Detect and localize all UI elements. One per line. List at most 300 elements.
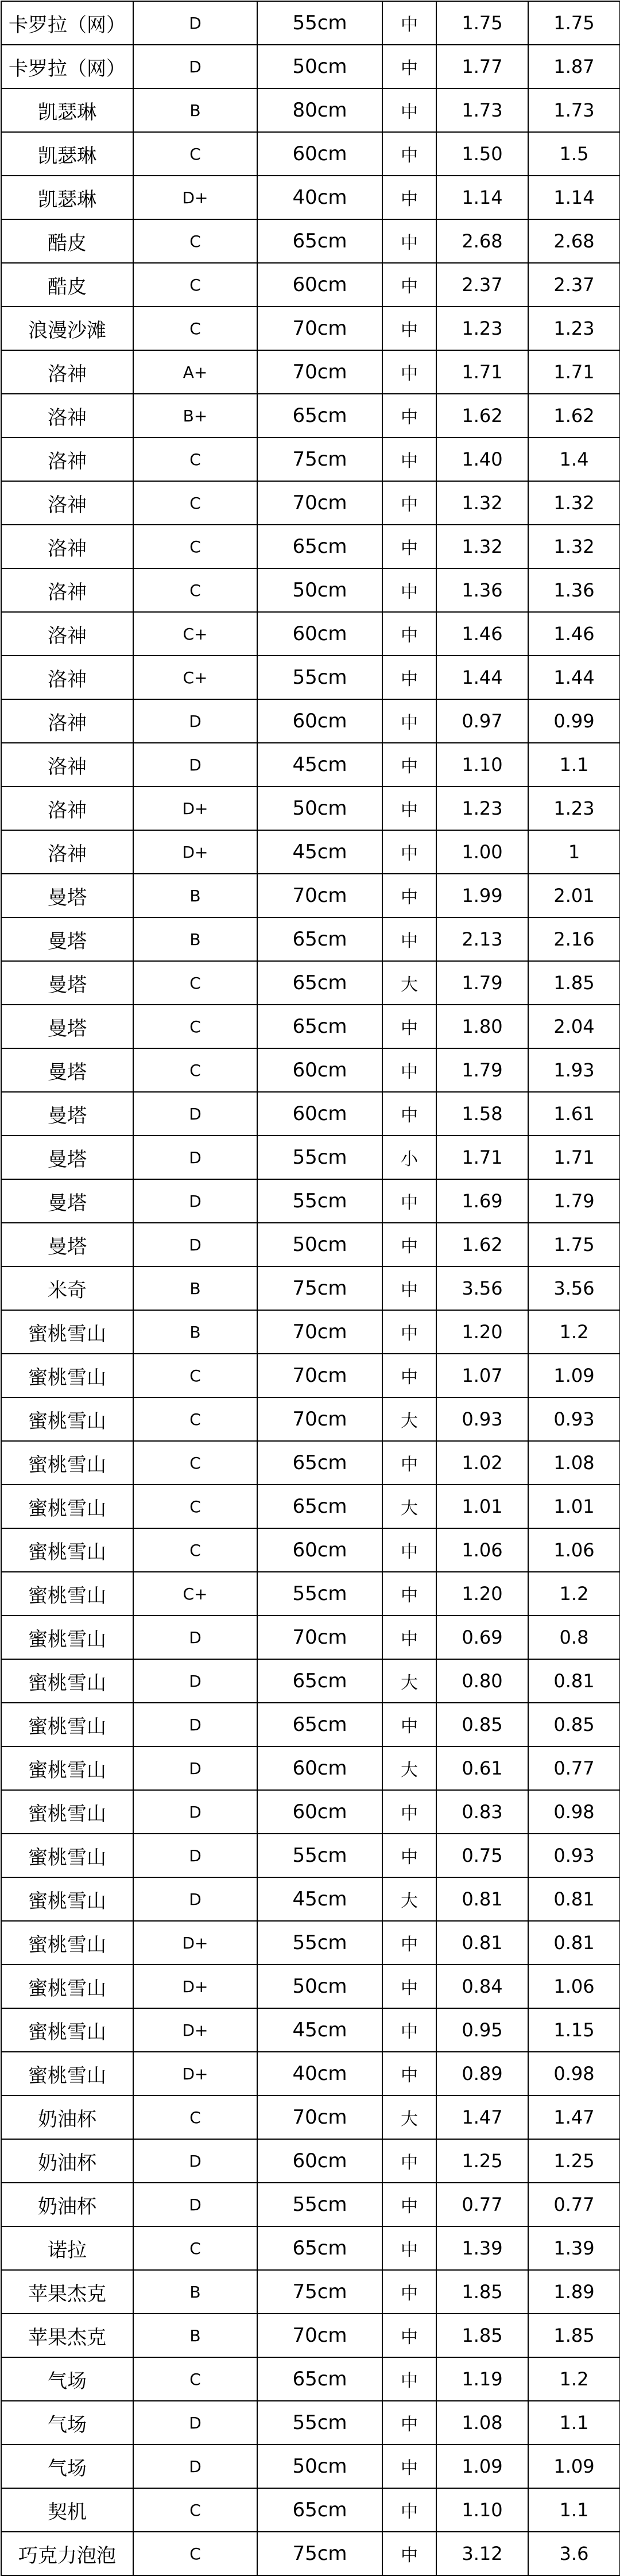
length-cell: 70cm — [257, 874, 382, 917]
price-cell: 1.10 — [436, 743, 528, 787]
table-row — [1, 88, 620, 132]
length-cell: 70cm — [257, 1354, 382, 1397]
grade-cell: D — [133, 1136, 257, 1179]
size-cell: 中 — [382, 263, 436, 307]
size-cell: 中 — [382, 1441, 436, 1485]
size-cell: 中 — [382, 2008, 436, 2052]
grade-cell: C — [133, 1005, 257, 1048]
variety-cell: 诺拉 — [1, 2226, 133, 2270]
size-cell: 中 — [382, 656, 436, 699]
length-cell: 65cm — [257, 1441, 382, 1485]
variety-cell: 洛神 — [1, 699, 133, 743]
price-alt-cell: 1.71 — [528, 350, 620, 394]
length-cell: 55cm — [257, 1179, 382, 1223]
price-alt-cell: 1.32 — [528, 525, 620, 568]
grade-cell: C — [133, 481, 257, 525]
price-alt-cell: 1.06 — [528, 1965, 620, 2008]
size-cell: 中 — [382, 1005, 436, 1048]
length-cell: 65cm — [257, 1005, 382, 1048]
length-cell: 70cm — [257, 481, 382, 525]
grade-cell: D+ — [133, 830, 257, 874]
grade-cell: D — [133, 2139, 257, 2183]
table-row — [1, 1441, 620, 1485]
variety-cell: 浪漫沙滩 — [1, 307, 133, 350]
variety-cell: 蜜桃雪山 — [1, 1965, 133, 2008]
table-row — [1, 1528, 620, 1572]
length-cell: 65cm — [257, 917, 382, 961]
length-cell: 45cm — [257, 743, 382, 787]
grade-cell: C — [133, 2488, 257, 2532]
price-cell: 0.69 — [436, 1616, 528, 1659]
grade-cell: D — [133, 2445, 257, 2488]
price-alt-cell: 2.01 — [528, 874, 620, 917]
price-alt-cell: 0.93 — [528, 1834, 620, 1877]
variety-cell: 蜜桃雪山 — [1, 1485, 133, 1528]
length-cell: 50cm — [257, 45, 382, 88]
length-cell: 60cm — [257, 2139, 382, 2183]
table-row — [1, 1310, 620, 1354]
variety-cell: 洛神 — [1, 525, 133, 568]
price-cell: 0.89 — [436, 2052, 528, 2095]
price-alt-cell: 1.2 — [528, 1572, 620, 1616]
size-cell: 大 — [382, 2095, 436, 2139]
table-row — [1, 1048, 620, 1092]
table-row — [1, 2052, 620, 2095]
grade-cell: D+ — [133, 2052, 257, 2095]
size-cell: 中 — [382, 350, 436, 394]
size-cell: 中 — [382, 787, 436, 830]
length-cell: 70cm — [257, 1616, 382, 1659]
length-cell: 70cm — [257, 307, 382, 350]
price-cell: 1.75 — [436, 1, 528, 45]
table-row — [1, 1223, 620, 1266]
length-cell: 65cm — [257, 219, 382, 263]
price-cell: 3.12 — [436, 2532, 528, 2575]
price-alt-cell: 2.04 — [528, 1005, 620, 1048]
variety-cell: 曼塔 — [1, 1005, 133, 1048]
size-cell: 大 — [382, 1397, 436, 1441]
table-row — [1, 612, 620, 656]
variety-cell: 蜜桃雪山 — [1, 1441, 133, 1485]
variety-cell: 蜜桃雪山 — [1, 1310, 133, 1354]
price-cell: 1.19 — [436, 2357, 528, 2401]
price-cell: 1.36 — [436, 568, 528, 612]
table-row — [1, 961, 620, 1005]
table-row — [1, 568, 620, 612]
size-cell: 大 — [382, 1485, 436, 1528]
length-cell: 50cm — [257, 1223, 382, 1266]
size-cell: 中 — [382, 612, 436, 656]
length-cell: 65cm — [257, 2357, 382, 2401]
grade-cell: D — [133, 1616, 257, 1659]
length-cell: 55cm — [257, 1834, 382, 1877]
size-cell: 中 — [382, 481, 436, 525]
table-row — [1, 2095, 620, 2139]
price-alt-cell: 1.75 — [528, 1, 620, 45]
table-row — [1, 874, 620, 917]
variety-cell: 洛神 — [1, 481, 133, 525]
grade-cell: C — [133, 437, 257, 481]
size-cell: 中 — [382, 1223, 436, 1266]
grade-cell: C — [133, 2095, 257, 2139]
variety-cell: 洛神 — [1, 350, 133, 394]
variety-cell: 酷皮 — [1, 219, 133, 263]
price-alt-cell: 1.61 — [528, 1092, 620, 1136]
grade-cell: C — [133, 263, 257, 307]
table-row — [1, 830, 620, 874]
grade-cell: D+ — [133, 1965, 257, 2008]
price-alt-cell: 1.08 — [528, 1441, 620, 1485]
size-cell: 中 — [382, 525, 436, 568]
table-row — [1, 917, 620, 961]
length-cell: 60cm — [257, 699, 382, 743]
variety-cell: 苹果杰克 — [1, 2270, 133, 2314]
size-cell: 中 — [382, 88, 436, 132]
length-cell: 70cm — [257, 1397, 382, 1441]
grade-cell: D — [133, 699, 257, 743]
variety-cell: 曼塔 — [1, 1223, 133, 1266]
price-cell: 0.97 — [436, 699, 528, 743]
variety-cell: 酷皮 — [1, 263, 133, 307]
size-cell: 中 — [382, 1921, 436, 1965]
price-alt-cell: 0.98 — [528, 2052, 620, 2095]
price-cell: 2.13 — [436, 917, 528, 961]
price-cell: 1.02 — [436, 1441, 528, 1485]
table-row — [1, 132, 620, 176]
length-cell: 55cm — [257, 1921, 382, 1965]
grade-cell: D — [133, 1703, 257, 1746]
grade-cell: D — [133, 743, 257, 787]
price-alt-cell: 1.85 — [528, 961, 620, 1005]
size-cell: 中 — [382, 699, 436, 743]
variety-cell: 蜜桃雪山 — [1, 1834, 133, 1877]
price-cell: 0.61 — [436, 1746, 528, 1790]
price-alt-cell: 0.77 — [528, 1746, 620, 1790]
length-cell: 40cm — [257, 176, 382, 219]
grade-cell: C — [133, 961, 257, 1005]
size-cell: 中 — [382, 2488, 436, 2532]
size-cell: 中 — [382, 874, 436, 917]
size-cell: 中 — [382, 176, 436, 219]
price-cell: 1.85 — [436, 2270, 528, 2314]
price-alt-cell: 1.39 — [528, 2226, 620, 2270]
grade-cell: D — [133, 1790, 257, 1834]
grade-cell: D — [133, 45, 257, 88]
price-cell: 3.56 — [436, 1266, 528, 1310]
grade-cell: C — [133, 2532, 257, 2575]
table-row — [1, 263, 620, 307]
length-cell: 60cm — [257, 1092, 382, 1136]
price-cell: 2.68 — [436, 219, 528, 263]
size-cell: 大 — [382, 1746, 436, 1790]
length-cell: 75cm — [257, 437, 382, 481]
variety-cell: 洛神 — [1, 830, 133, 874]
variety-cell: 蜜桃雪山 — [1, 1790, 133, 1834]
price-cell: 1.01 — [436, 1485, 528, 1528]
table-row — [1, 2183, 620, 2226]
variety-cell: 奶油杯 — [1, 2183, 133, 2226]
grade-cell: D — [133, 1834, 257, 1877]
table-row — [1, 1703, 620, 1746]
variety-cell: 曼塔 — [1, 1048, 133, 1092]
variety-cell: 蜜桃雪山 — [1, 1397, 133, 1441]
price-cell: 1.69 — [436, 1179, 528, 1223]
grade-cell: B — [133, 917, 257, 961]
price-alt-cell: 1.14 — [528, 176, 620, 219]
table-row — [1, 1136, 620, 1179]
variety-cell: 蜜桃雪山 — [1, 1354, 133, 1397]
price-cell: 0.77 — [436, 2183, 528, 2226]
grade-cell: D — [133, 1, 257, 45]
size-cell: 大 — [382, 961, 436, 1005]
price-cell: 1.71 — [436, 350, 528, 394]
grade-cell: D — [133, 1877, 257, 1921]
size-cell: 小 — [382, 1136, 436, 1179]
variety-cell: 曼塔 — [1, 1092, 133, 1136]
price-cell: 1.20 — [436, 1310, 528, 1354]
length-cell: 65cm — [257, 1703, 382, 1746]
length-cell: 65cm — [257, 2226, 382, 2270]
table-row — [1, 1616, 620, 1659]
table-row — [1, 1746, 620, 1790]
price-cell: 1.71 — [436, 1136, 528, 1179]
price-alt-cell: 1.1 — [528, 2401, 620, 2445]
variety-cell: 曼塔 — [1, 961, 133, 1005]
price-cell: 1.32 — [436, 481, 528, 525]
grade-cell: D+ — [133, 787, 257, 830]
variety-cell: 曼塔 — [1, 1179, 133, 1223]
price-alt-cell: 1.89 — [528, 2270, 620, 2314]
table-row — [1, 787, 620, 830]
size-cell: 中 — [382, 2052, 436, 2095]
price-cell: 0.85 — [436, 1703, 528, 1746]
table-row — [1, 437, 620, 481]
table-row — [1, 2314, 620, 2357]
price-cell: 2.37 — [436, 263, 528, 307]
length-cell: 70cm — [257, 1310, 382, 1354]
variety-cell: 蜜桃雪山 — [1, 1616, 133, 1659]
price-cell: 0.83 — [436, 1790, 528, 1834]
price-cell: 1.14 — [436, 176, 528, 219]
price-cell: 1.06 — [436, 1528, 528, 1572]
grade-cell: C — [133, 307, 257, 350]
table-row — [1, 2532, 620, 2575]
variety-cell: 卡罗拉（网） — [1, 1, 133, 45]
length-cell: 80cm — [257, 88, 382, 132]
grade-cell: D+ — [133, 176, 257, 219]
length-cell: 70cm — [257, 2314, 382, 2357]
table-row — [1, 1266, 620, 1310]
size-cell: 中 — [382, 2183, 436, 2226]
price-cell: 1.25 — [436, 2139, 528, 2183]
price-cell: 0.95 — [436, 2008, 528, 2052]
table-row — [1, 1, 620, 45]
price-alt-cell: 1.2 — [528, 2357, 620, 2401]
grade-cell: C — [133, 1048, 257, 1092]
price-alt-cell: 1.1 — [528, 2488, 620, 2532]
price-alt-cell: 0.81 — [528, 1921, 620, 1965]
price-cell: 1.46 — [436, 612, 528, 656]
grade-cell: B — [133, 88, 257, 132]
grade-cell: C — [133, 1485, 257, 1528]
grade-cell: C — [133, 219, 257, 263]
size-cell: 中 — [382, 1310, 436, 1354]
table-row — [1, 307, 620, 350]
variety-cell: 曼塔 — [1, 1136, 133, 1179]
variety-cell: 凯瑟琳 — [1, 132, 133, 176]
price-cell: 1.85 — [436, 2314, 528, 2357]
table-row — [1, 2401, 620, 2445]
grade-cell: D — [133, 1659, 257, 1703]
price-alt-cell: 1.36 — [528, 568, 620, 612]
variety-cell: 气场 — [1, 2445, 133, 2488]
grade-cell: B — [133, 874, 257, 917]
size-cell: 中 — [382, 307, 436, 350]
table-row — [1, 743, 620, 787]
variety-cell: 洛神 — [1, 394, 133, 437]
grade-cell: A+ — [133, 350, 257, 394]
length-cell: 60cm — [257, 1790, 382, 1834]
size-cell: 中 — [382, 1528, 436, 1572]
length-cell: 70cm — [257, 2095, 382, 2139]
length-cell: 65cm — [257, 1659, 382, 1703]
price-alt-cell: 1.47 — [528, 2095, 620, 2139]
price-table — [1, 1, 620, 2576]
table-row — [1, 1921, 620, 1965]
variety-cell: 气场 — [1, 2401, 133, 2445]
variety-cell: 奶油杯 — [1, 2139, 133, 2183]
price-alt-cell: 0.8 — [528, 1616, 620, 1659]
price-alt-cell: 1.23 — [528, 787, 620, 830]
price-cell: 1.39 — [436, 2226, 528, 2270]
price-alt-cell: 0.98 — [528, 1790, 620, 1834]
length-cell: 55cm — [257, 2183, 382, 2226]
grade-cell: D — [133, 1092, 257, 1136]
size-cell: 大 — [382, 1877, 436, 1921]
size-cell: 中 — [382, 2401, 436, 2445]
price-cell: 1.23 — [436, 307, 528, 350]
length-cell: 65cm — [257, 1485, 382, 1528]
table-row — [1, 350, 620, 394]
length-cell: 60cm — [257, 263, 382, 307]
price-alt-cell: 1.79 — [528, 1179, 620, 1223]
grade-cell: D — [133, 2401, 257, 2445]
table-row — [1, 1354, 620, 1397]
size-cell: 中 — [382, 1179, 436, 1223]
size-cell: 中 — [382, 1703, 436, 1746]
price-alt-cell: 1.25 — [528, 2139, 620, 2183]
variety-cell: 蜜桃雪山 — [1, 1659, 133, 1703]
length-cell: 50cm — [257, 787, 382, 830]
table-row — [1, 656, 620, 699]
variety-cell: 蜜桃雪山 — [1, 2008, 133, 2052]
size-cell: 中 — [382, 1572, 436, 1616]
table-row — [1, 45, 620, 88]
price-cell: 1.99 — [436, 874, 528, 917]
length-cell: 60cm — [257, 132, 382, 176]
variety-cell: 曼塔 — [1, 917, 133, 961]
length-cell: 45cm — [257, 2008, 382, 2052]
variety-cell: 曼塔 — [1, 874, 133, 917]
variety-cell: 卡罗拉（网） — [1, 45, 133, 88]
variety-cell: 蜜桃雪山 — [1, 1572, 133, 1616]
table-row — [1, 1397, 620, 1441]
table-row — [1, 1659, 620, 1703]
grade-cell: C — [133, 2357, 257, 2401]
grade-cell: D+ — [133, 2008, 257, 2052]
size-cell: 中 — [382, 2445, 436, 2488]
variety-cell: 洛神 — [1, 787, 133, 830]
table-row — [1, 1790, 620, 1834]
price-alt-cell: 0.99 — [528, 699, 620, 743]
table-row — [1, 2488, 620, 2532]
variety-cell: 米奇 — [1, 1266, 133, 1310]
table-row — [1, 394, 620, 437]
price-alt-cell: 1 — [528, 830, 620, 874]
length-cell: 40cm — [257, 2052, 382, 2095]
table-row — [1, 2357, 620, 2401]
variety-cell: 巧克力泡泡 — [1, 2532, 133, 2575]
price-alt-cell: 1.09 — [528, 1354, 620, 1397]
variety-cell: 蜜桃雪山 — [1, 2052, 133, 2095]
price-cell: 0.81 — [436, 1877, 528, 1921]
table-row — [1, 481, 620, 525]
table-row — [1, 1092, 620, 1136]
price-alt-cell: 1.06 — [528, 1528, 620, 1572]
variety-cell: 气场 — [1, 2357, 133, 2401]
price-cell: 1.07 — [436, 1354, 528, 1397]
variety-cell: 蜜桃雪山 — [1, 1528, 133, 1572]
variety-cell: 奶油杯 — [1, 2095, 133, 2139]
price-alt-cell: 0.81 — [528, 1659, 620, 1703]
grade-cell: D+ — [133, 1921, 257, 1965]
price-alt-cell: 3.6 — [528, 2532, 620, 2575]
length-cell: 55cm — [257, 656, 382, 699]
grade-cell: B — [133, 1266, 257, 1310]
length-cell: 65cm — [257, 2488, 382, 2532]
table-row — [1, 1485, 620, 1528]
price-alt-cell: 1.62 — [528, 394, 620, 437]
price-alt-cell: 1.93 — [528, 1048, 620, 1092]
price-alt-cell: 1.32 — [528, 481, 620, 525]
price-alt-cell: 1.73 — [528, 88, 620, 132]
size-cell: 中 — [382, 45, 436, 88]
price-cell: 1.62 — [436, 1223, 528, 1266]
price-alt-cell: 1.75 — [528, 1223, 620, 1266]
length-cell: 75cm — [257, 1266, 382, 1310]
price-alt-cell: 1.85 — [528, 2314, 620, 2357]
price-alt-cell: 1.09 — [528, 2445, 620, 2488]
size-cell: 中 — [382, 394, 436, 437]
price-alt-cell: 2.68 — [528, 219, 620, 263]
variety-cell: 洛神 — [1, 437, 133, 481]
table-row — [1, 2270, 620, 2314]
length-cell: 60cm — [257, 1746, 382, 1790]
length-cell: 55cm — [257, 1572, 382, 1616]
length-cell: 55cm — [257, 1, 382, 45]
variety-cell: 洛神 — [1, 656, 133, 699]
price-alt-cell: 1.2 — [528, 1310, 620, 1354]
price-alt-cell: 0.81 — [528, 1877, 620, 1921]
table-row — [1, 2445, 620, 2488]
size-cell: 中 — [382, 2270, 436, 2314]
grade-cell: C — [133, 1441, 257, 1485]
table-row — [1, 1965, 620, 2008]
table-row — [1, 2226, 620, 2270]
size-cell: 中 — [382, 1616, 436, 1659]
variety-cell: 洛神 — [1, 612, 133, 656]
table-row — [1, 176, 620, 219]
